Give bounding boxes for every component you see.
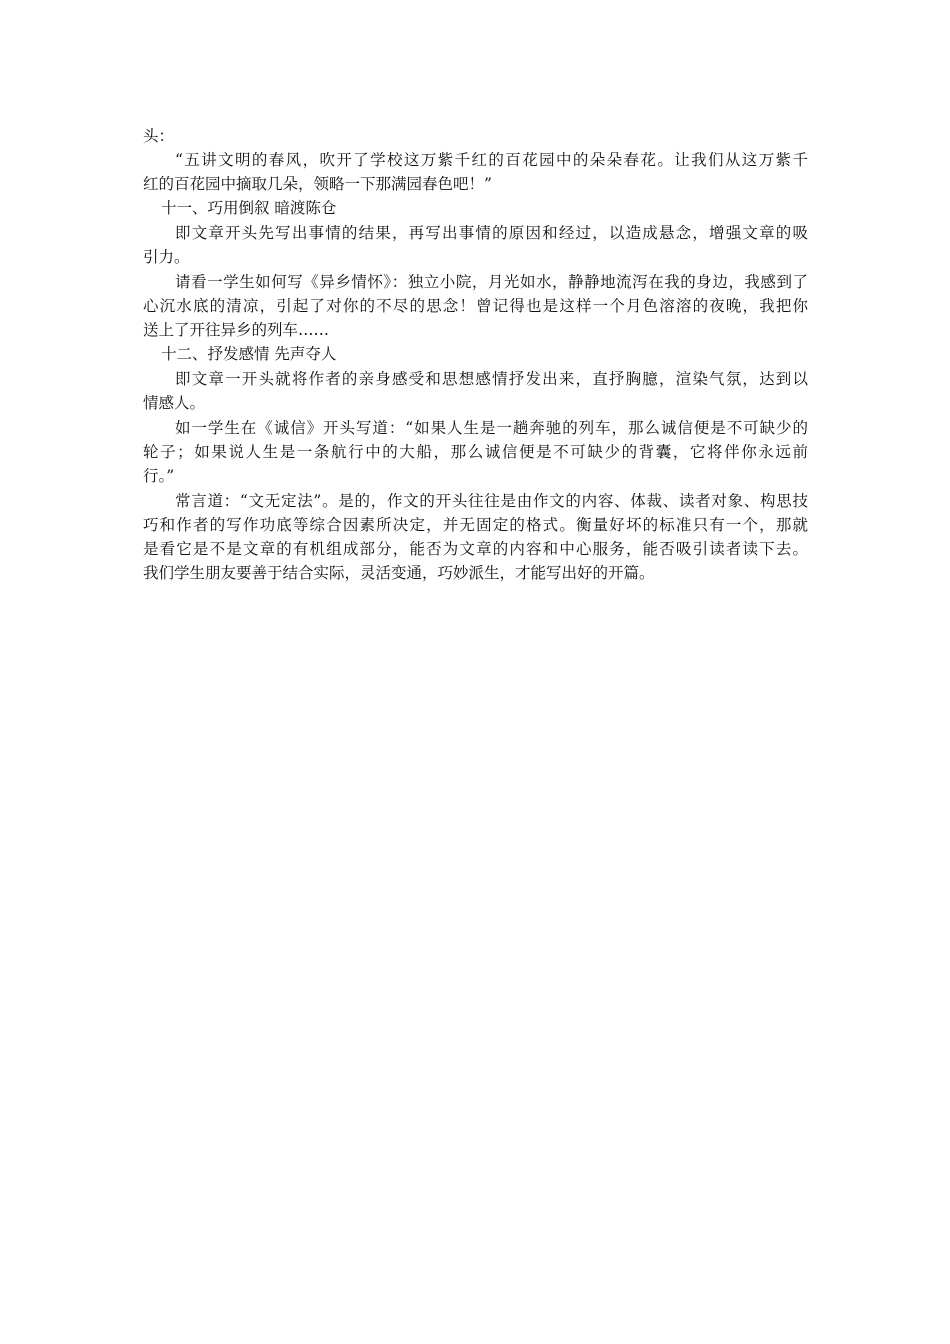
text-line: 红的百花园中摘取几朵，领略一下那满园春色吧！” [143, 175, 492, 193]
text-line: 我们学生朋友要善于结合实际，灵活变通，巧妙派生，才能写出好的开篇。 [143, 564, 655, 582]
text-line: 引力。 [143, 248, 190, 266]
text-line: 行。” [143, 467, 175, 485]
text-line: 巧和作者的写作功底等综合因素所决定，并无固定的格式。衡量好坏的标准只有一个，那就 [143, 516, 808, 534]
section-heading: 十二、抒发感情 先声夺人 [161, 345, 337, 363]
text-line: 是看它是不是文章的有机组成部分，能否为文章的内容和中心服务，能否吸引读者读下去。 [143, 540, 808, 558]
text-line: 送上了开往异乡的列车…… [143, 321, 330, 339]
text-line: 心沉水底的清凉，引起了对你的不尽的思念！曾记得也是这样一个月色溶溶的夜晚，我把你 [143, 297, 808, 315]
text-line: 即文章一开头就将作者的亲身感受和思想感情抒发出来，直抒胸臆，渲染气氛，达到以 [175, 370, 808, 388]
text-line: 轮子；如果说人生是一条航行中的大船，那么诚信便是不可缺少的背囊，它将伴你永远前 [143, 443, 808, 461]
text-line: 即文章开头先写出事情的结果，再写出事情的原因和经过，以造成悬念，增强文章的吸 [175, 224, 808, 242]
text-line: 如一学生在《诚信》开头写道：“如果人生是一趟奔驰的列车，那么诚信便是不可缺少的 [175, 419, 808, 437]
text-line: 头： [143, 127, 175, 145]
text-line: 情感人。 [143, 394, 206, 412]
text-line: “五讲文明的春风，吹开了学校这万紫千红的百花园中的朵朵春花。让我们从这万紫千 [175, 151, 808, 169]
document-body [143, 124, 808, 585]
text-line: 常言道：“文无定法”。是的，作文的开头往往是由作文的内容、体裁、读者对象、构思技 [175, 492, 808, 510]
section-heading: 十一、巧用倒叙 暗渡陈仓 [161, 199, 337, 217]
text-line: 请看一学生如何写《异乡情怀》：独立小院，月光如水，静静地流泻在我的身边，我感到了 [175, 273, 808, 291]
